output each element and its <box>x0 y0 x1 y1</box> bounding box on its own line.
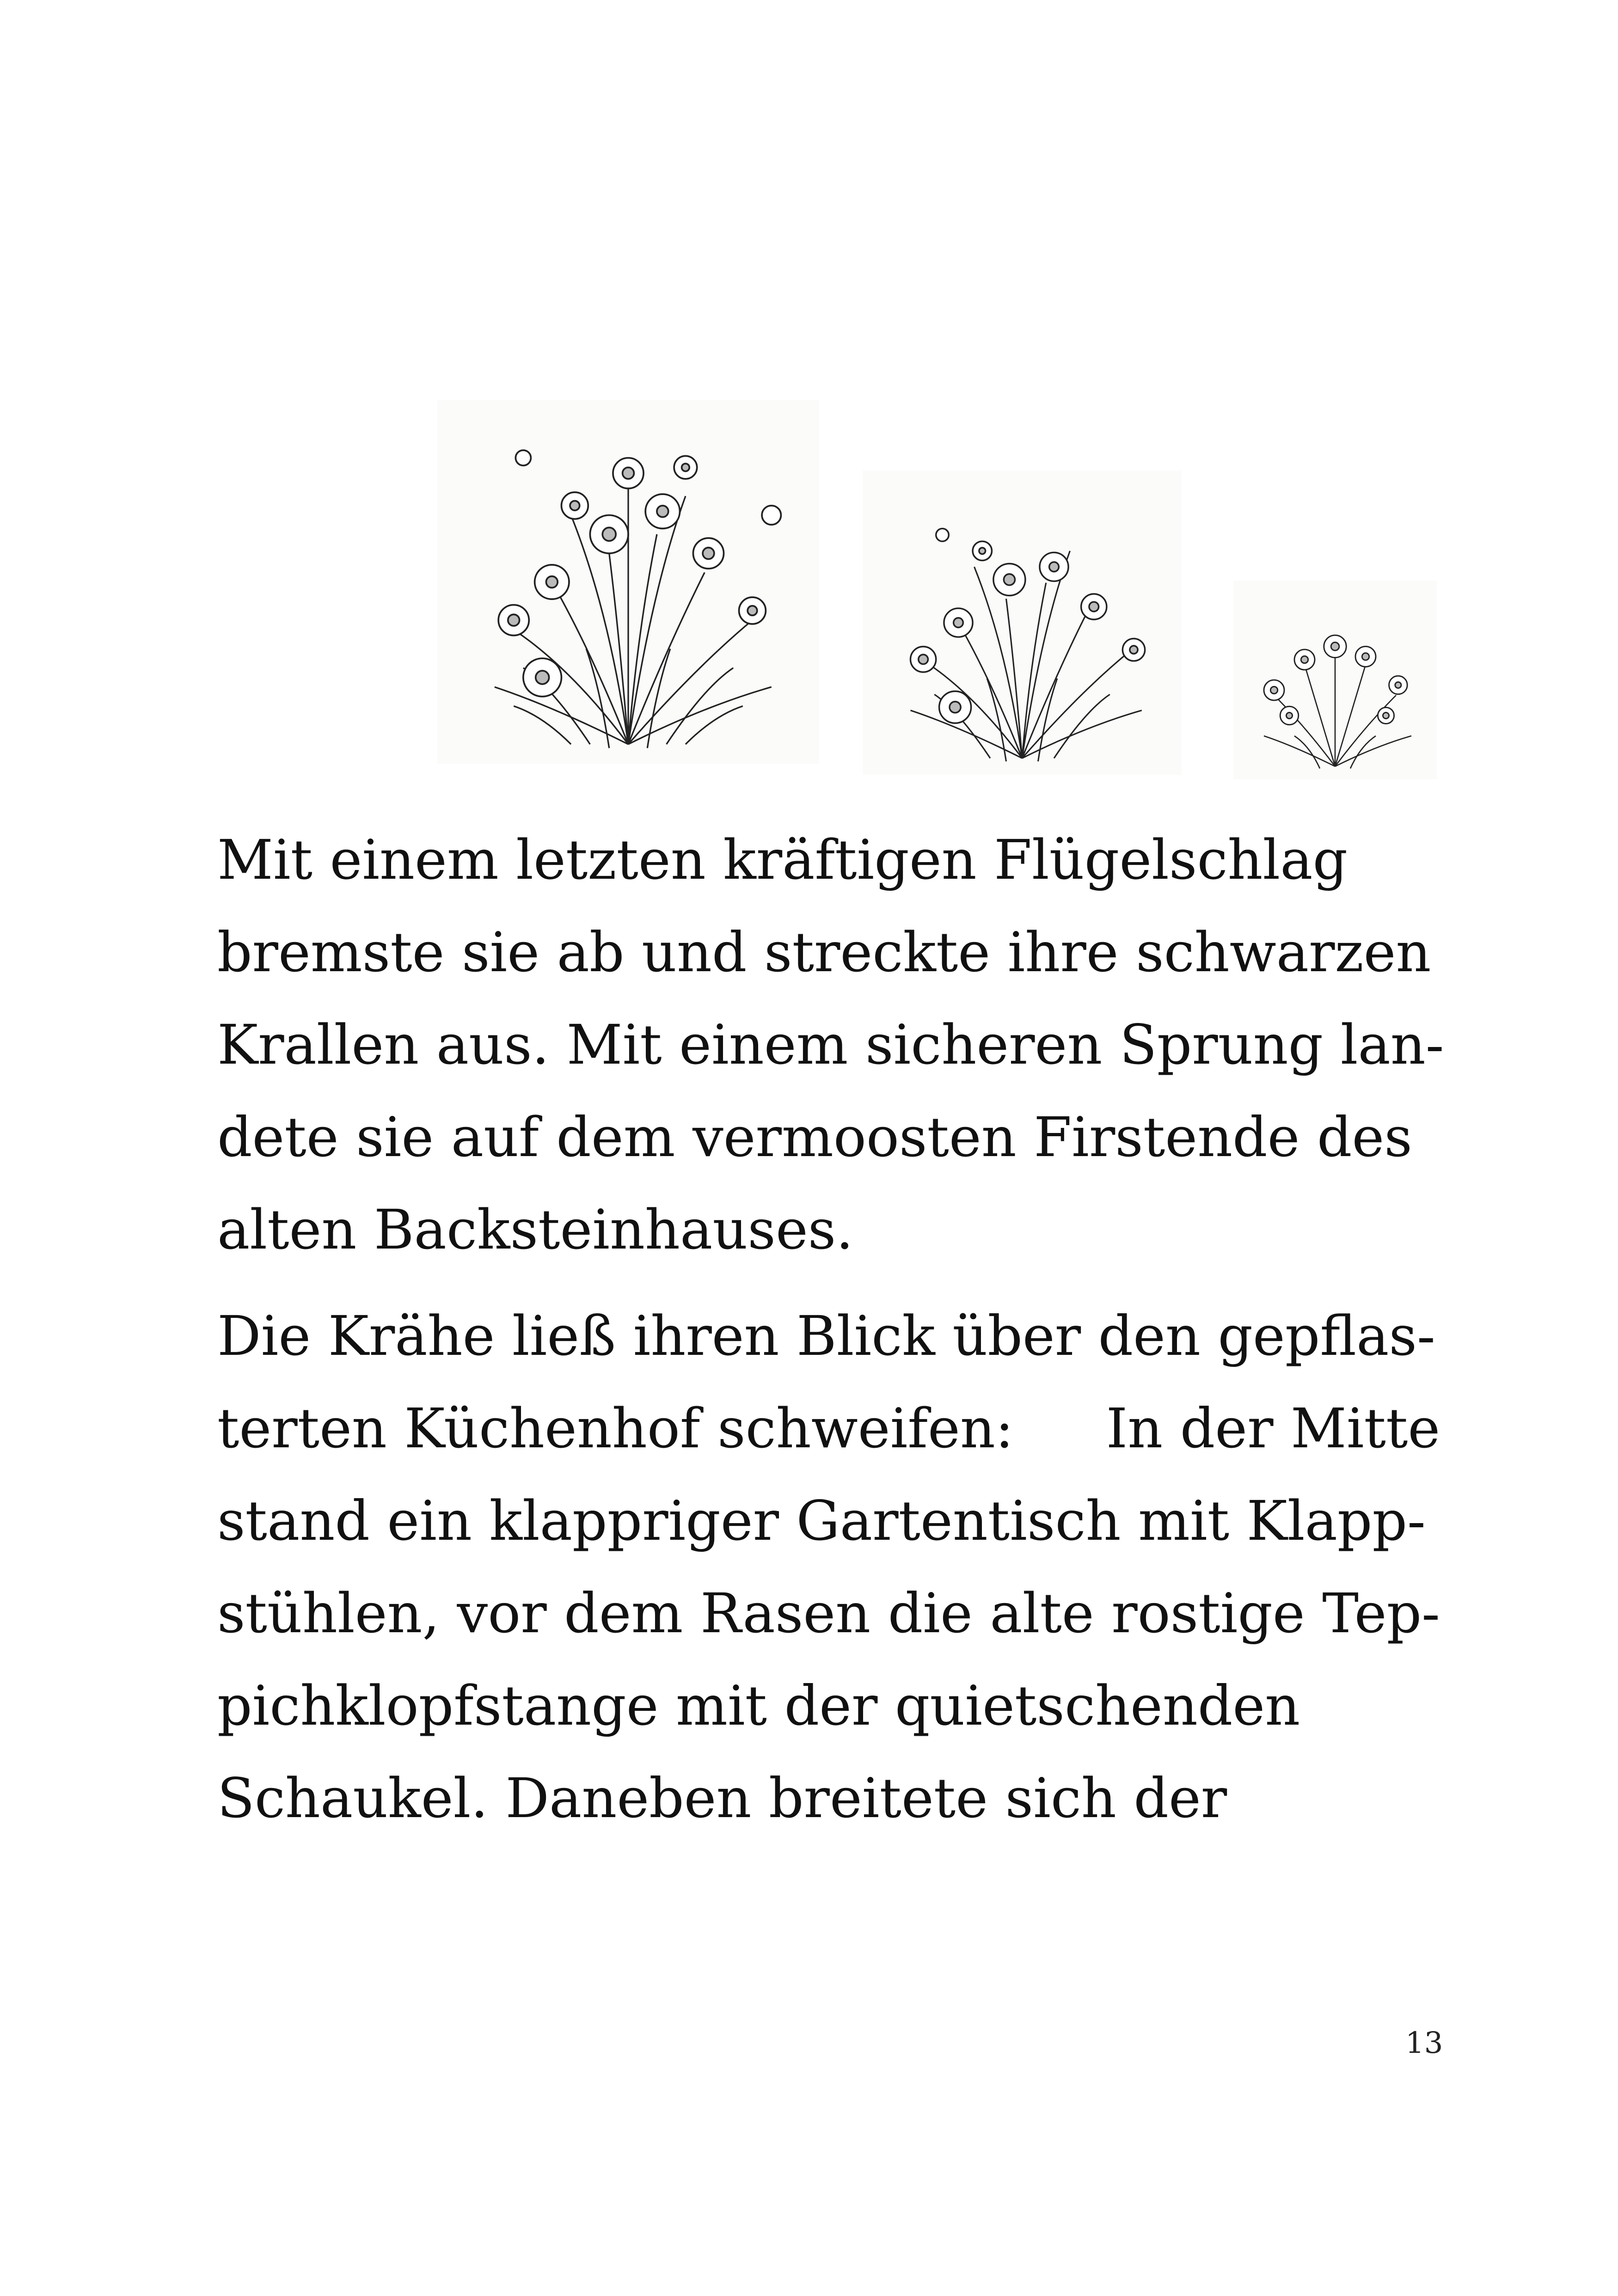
text-line: bremste sie ab und streckte ihre schwarzen <box>217 920 1431 984</box>
text-line: stand ein klappriger Gartentisch mit Klapp- <box>217 1489 1426 1553</box>
text-line: Krallen aus. Mit einem sicheren Sprung lan- <box>217 1013 1444 1077</box>
flower-bush-icon <box>437 400 819 764</box>
text-line: alten Backsteinhauses. <box>217 1198 853 1261</box>
flower-bush-icon <box>863 471 1182 775</box>
daisy-bush-medium-illustration <box>863 471 1182 775</box>
text-line: Schaukel. Daneben breitete sich der <box>217 1766 1227 1830</box>
page-number: 13 <box>1405 2026 1443 2060</box>
text-line: stühlen, vor dem Rasen die alte rostige Tep- <box>217 1581 1440 1645</box>
text-segment: In der Mitte <box>1106 1396 1440 1460</box>
flower-bush-icon <box>1233 581 1437 779</box>
paragraph-1 <box>217 814 1444 1276</box>
daisy-bush-small-illustration <box>1233 581 1437 779</box>
text-line: Die Krähe ließ ihren Blick über den gepflas- <box>217 1304 1435 1368</box>
text-line-with-gap <box>217 1382 1438 1475</box>
text-line: dete sie auf dem vermoosten Firstende des <box>217 1105 1412 1169</box>
daisy-bush-large-illustration <box>437 400 819 764</box>
text-segment: terten Küchenhof schweifen: <box>217 1396 1014 1460</box>
text-line: pichklopfstange mit der quietschenden <box>217 1674 1300 1738</box>
text-line: Mit einem letzten kräftigen Flügelschlag <box>217 828 1348 892</box>
paragraph-2 <box>217 1290 1438 1844</box>
